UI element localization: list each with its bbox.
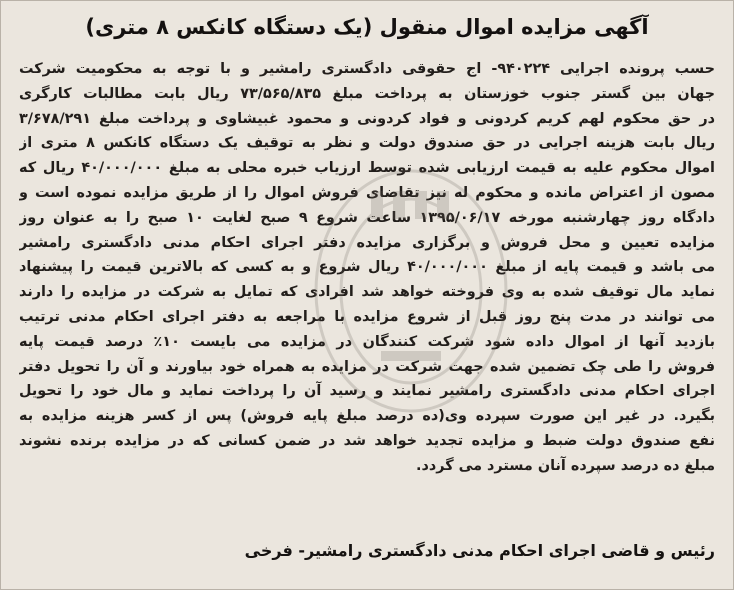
notice-line: مبلغ ده درصد سپرده آنان مسترد می گردد. bbox=[416, 457, 715, 474]
notice-line: می باشد و قیمت پایه از مبلغ ۴۰/۰۰۰/۰۰۰ ریال شروع و به کسی که بالاترین قیمت را پیشنهاد bbox=[19, 259, 715, 276]
notice-title: آگهی مزایده اموال منقول (یک دستگاه کانکس ۸ متری) bbox=[85, 15, 649, 39]
notice-line: جهان بین گستر جنوب خوزستان به پرداخت مبلغ ۷۳/۵۶۵/۸۳۵ ریال بابت مطالبات کارگری bbox=[19, 85, 715, 102]
notice-body bbox=[19, 57, 715, 479]
notice-line: می توانند در مدت پنج روز قبل از شروع مزایده با مراجعه به دفتر اجرای احکام مدنی ترتیب bbox=[19, 308, 715, 325]
notice-line: دادگاه روز چهارشنبه مورخه ۱۳۹۵/۰۶/۱۷ ساعت شروع ۹ صبح لغایت ۱۰ صبح را به عنوان روز bbox=[19, 209, 715, 226]
notice-line: ریال بابت هزینه اجرایی در حق صندوق دولت و نظر به توقیف یک دستگاه کانکس ۸ متری از bbox=[19, 135, 715, 152]
notice-line: اموال محکوم علیه به قیمت ارزیابی شده توسط ارزیاب خبره محلی به مبلغ ۴۰/۰۰۰/۰۰۰ ریال که bbox=[19, 160, 715, 177]
notice-line: حسب پرونده اجرایی ۹۴۰۲۲۴- اج حقوقی دادگستری رامشیر و با توجه به محکومیت شرکت bbox=[19, 61, 715, 77]
signature: رئیس و قاضی اجرای احکام مدنی دادگستری رامشیر- فرخی bbox=[244, 541, 715, 560]
notice-line: بازدید آنها از اموال داده شود شرکت کنندگان در مزایده می بایست ۱۰٪ درصد قیمت پایه bbox=[19, 333, 715, 350]
notice-line: مصون از اعتراض مانده و محکوم له نیز تقاضای فروش اموال را از طریق مزایده نموده است و bbox=[19, 184, 715, 201]
notice-line: در حق محکوم لهم کریم کردونی و فواد کردونی و محمود غبیشاوی و پرداخت مبلغ ۳/۶۷۸/۲۹۱ bbox=[19, 110, 715, 127]
notice-line: بگیرد. در غیر این صورت سپرده وی(ده درصد مبلغ پایه فروش) پس از کسر هزینه مزایده به bbox=[19, 408, 715, 425]
notice-line: نماید مال توقیف شده به وی فروخته خواهد شد افرادی که تمایل به شرکت در مزایده را دارند bbox=[19, 284, 715, 301]
notice-line: فروش را طی چک تضمین شده جهت شرکت در مزایده به همراه خود بیاورند و آن را تحویل دفتر bbox=[19, 358, 715, 375]
notice-line: نفع صندوق دولت ضبط و مزایده تجدید خواهد شد در ضمن کسانی که در مزایده برنده نشوند bbox=[19, 432, 715, 449]
notice-line: مزایده تعیین و محل فروش و برگزاری مزایده دفتر اجرای احکام مدنی دادگستری رامشیر bbox=[19, 234, 715, 251]
notice-line: اجرای احکام مدنی دادگستری رامشیر نمایند و رسید آن را پرداخت نماید و مال خود را تحویل bbox=[19, 383, 715, 400]
